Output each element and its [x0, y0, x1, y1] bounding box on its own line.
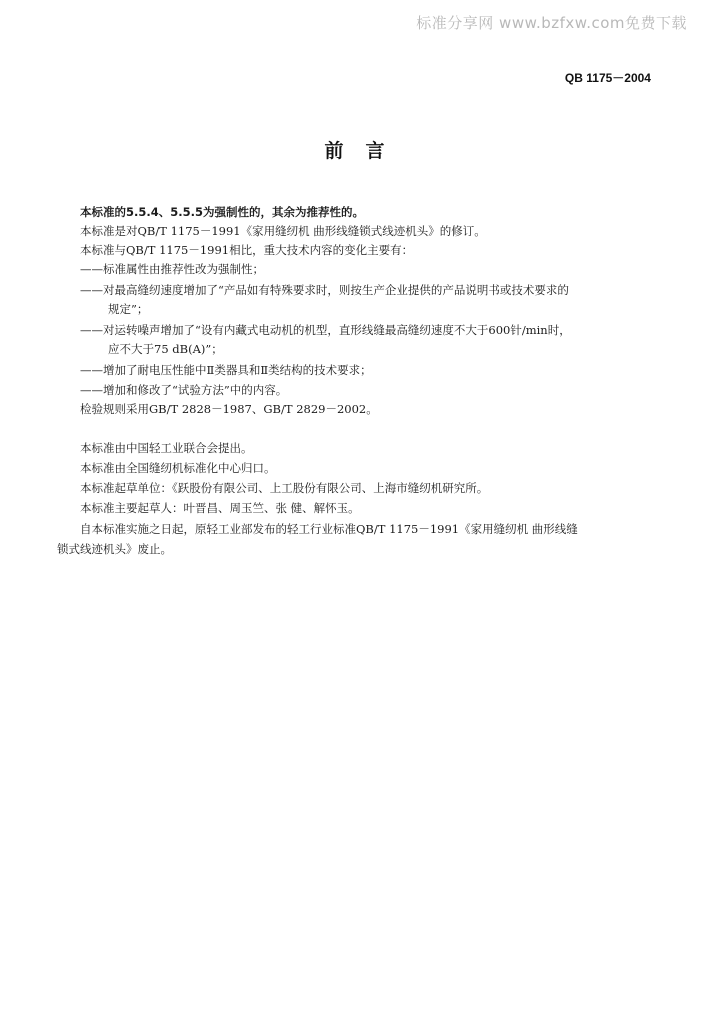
- list-item-change-5: ——增加和修改了“试验方法”中的内容。: [80, 383, 288, 397]
- paragraph-inspection-rules: 检验规则采用GB/T 2828－1987、GB/T 2829－2002。: [80, 402, 378, 416]
- paragraph-mandatory-clauses: 本标准的5.5.4、5.5.5为强制性的，其余为推荐性的。: [80, 205, 364, 219]
- list-item-change-3: ——对运转噪声增加了“设有内藏式电动机的机型，直形线缝最高缝纫速度不大于600针/min时，: [80, 323, 571, 337]
- paragraph-supersedes-continued: 锁式线迹机头》废止。: [57, 542, 172, 556]
- paragraph-drafting-units: 本标准起草单位：《跃股份有限公司、上工股份有限公司、上海市缝纫机研究所。: [80, 481, 489, 495]
- list-item-change-1: ——标准属性由推荐性改为强制性；: [80, 262, 264, 276]
- standard-code: QB 1175－2004: [564, 71, 651, 85]
- page-title: 前言: [324, 140, 407, 162]
- site-watermark: 标准分享网 www.bzfxw.com免费下载: [416, 14, 687, 32]
- list-item-change-2-continued: 规定”；: [108, 302, 149, 316]
- paragraph-drafters: 本标准主要起草人：叶晋昌、周玉竺、张 健、解怀玉。: [80, 501, 360, 515]
- list-item-change-4: ——增加了耐电压性能中Ⅱ类器具和Ⅱ类结构的技术要求；: [80, 363, 372, 377]
- paragraph-changes-intro: 本标准与QB/T 1175－1991相比，重大技术内容的变化主要有：: [80, 243, 414, 257]
- paragraph-administered-by: 本标准由全国缝纫机标准化中心归口。: [80, 461, 276, 475]
- paragraph-revision-note: 本标准是对QB/T 1175－1991《家用缝纫机 曲形线缝锁式线迹机头》的修订。: [80, 224, 486, 238]
- paragraph-supersedes: 自本标准实施之日起，原轻工业部发布的轻工行业标准QB/T 1175－1991《家用缝纫机 曲形线缝: [80, 522, 578, 536]
- paragraph-proposed-by: 本标准由中国轻工业联合会提出。: [80, 441, 253, 455]
- list-item-change-3-continued: 应不大于75 dB(A)”；: [108, 342, 223, 356]
- list-item-change-2: ——对最高缝纫速度增加了“产品如有特殊要求时，则按生产企业提供的产品说明书或技术要求的: [80, 283, 569, 297]
